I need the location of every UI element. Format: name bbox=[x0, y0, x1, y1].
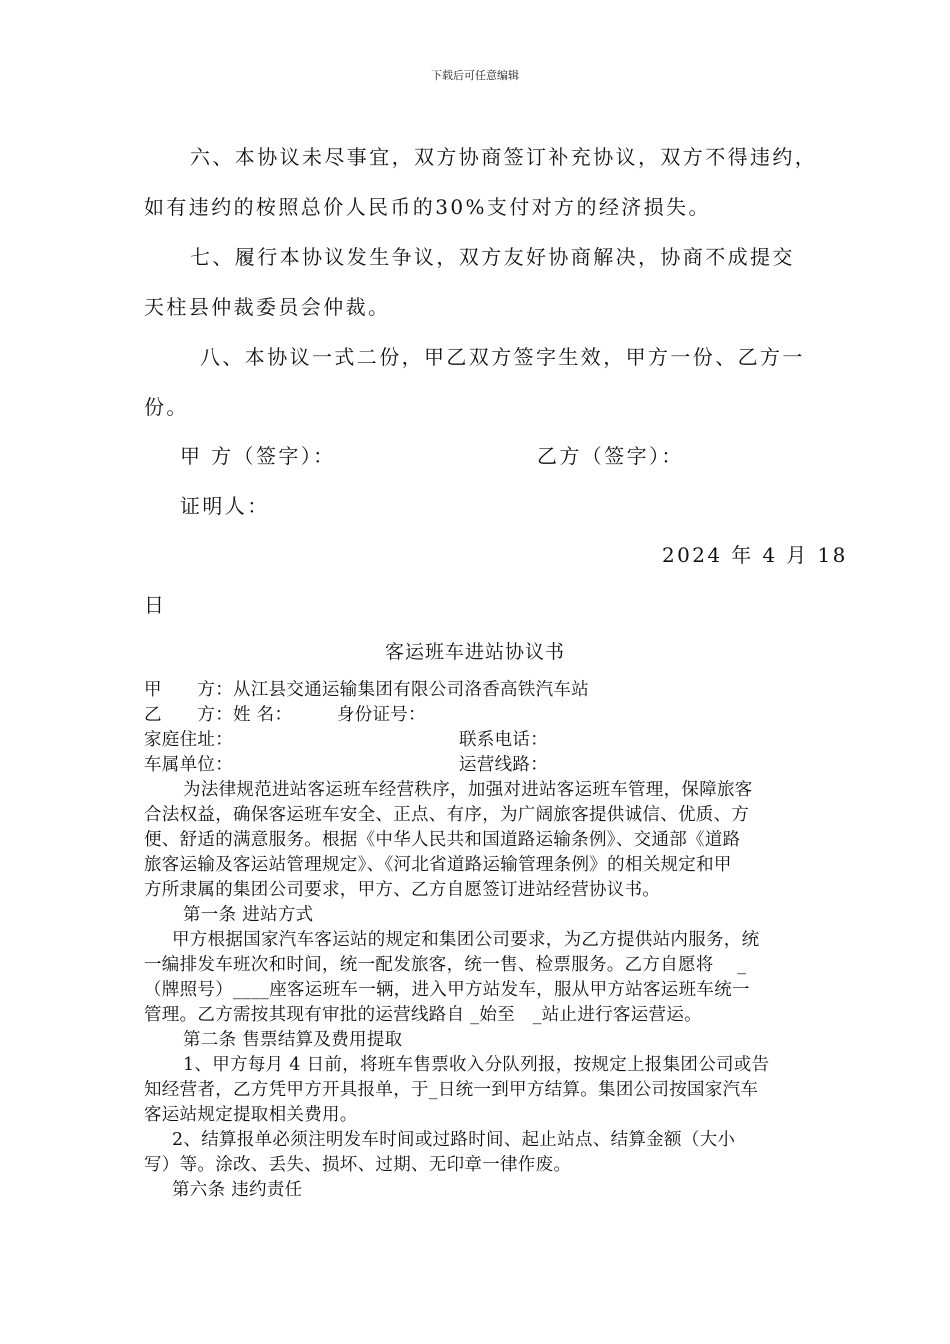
agreement-title: 客运班车进站协议书 bbox=[384, 641, 565, 663]
party-a-info: 甲 方：从江县交通运输集团有限公司洛香高铁汽车站 bbox=[144, 680, 589, 700]
article-2-item-1-line: 1、甲方每月 4 日前，将班车售票收入分队列报，按规定上报集团公司或告 bbox=[183, 1055, 770, 1075]
intro-line: 为法律规范进站客运班车经营秩序，加强对进站客运班车管理，保障旅客 bbox=[183, 780, 753, 800]
date-line-2: 日 bbox=[144, 593, 167, 617]
article-2-title: 第二条 售票结算及费用提取 bbox=[183, 1030, 403, 1050]
intro-line: 旅客运输及客运站管理规定》、《河北省道路运输管理条例》的相关规定和甲 bbox=[144, 855, 732, 875]
article-1-line: 甲方根据国家汽车客运站的规定和集团公司要求，为乙方提供站内服务，统 bbox=[172, 930, 760, 950]
party-a-signature: 甲 方（签字）： bbox=[180, 444, 336, 468]
article-1-line: （牌照号）____座客运班车一辆，进入甲方站发车，服从甲方站客运班车统一 bbox=[144, 980, 750, 1000]
article-2-item-1-line: 知经营者，乙方凭甲方开具报单，于_日统一到甲方结算。集团公司按国家汽车 bbox=[144, 1080, 759, 1100]
article-2-item-2-line: 2、结算报单必须注明发车时间或过路时间、起止站点、结算金额（大小 bbox=[172, 1130, 736, 1150]
vehicle-unit-label: 车属单位： bbox=[144, 755, 233, 775]
intro-line: 方所隶属的集团公司要求，甲方、乙方自愿签订进站经营协议书。 bbox=[144, 880, 661, 900]
home-address-label: 家庭住址： bbox=[144, 730, 233, 750]
party-b-signature: 乙方（签字）： bbox=[537, 444, 684, 468]
article-1-line: 管理。乙方需按其现有审批的运营线路自 _始至 _站止进行客运营运。 bbox=[144, 1005, 702, 1025]
page-header-note: 下载后可任意编辑 bbox=[431, 69, 519, 82]
date-line-1: 2024 年 4 月 18 bbox=[662, 543, 848, 567]
clause-7-line-1: 七、履行本协议发生争议，双方友好协商解决，协商不成提交 bbox=[190, 245, 795, 269]
phone-label: 联系电话： bbox=[459, 730, 548, 750]
clause-8-line-1: 八、本协议一式二份，甲乙双方签字生效，甲方一份、乙方一 bbox=[200, 345, 805, 369]
clause-8-line-2: 份。 bbox=[144, 395, 189, 419]
article-2-item-1-line: 客运站规定提取相关费用。 bbox=[144, 1105, 358, 1125]
clause-6-line-2: 如有违约的桉照总价人民币的30%支付对方的经济损失。 bbox=[144, 195, 711, 219]
clause-7-line-2: 天柱县仲裁委员会仲裁。 bbox=[144, 295, 391, 319]
intro-line: 便、舒适的满意服务。根据《中华人民共和国道路运输条例》、交通部《道路 bbox=[144, 830, 741, 850]
witness-label: 证明人： bbox=[180, 494, 270, 518]
clause-6-line-1: 六、本协议未尽事宜，双方协商签订补充协议，双方不得违约， bbox=[190, 145, 818, 169]
article-1-line: 一编排发车班次和时间，统一配发旅客，统一售、检票服务。乙方自愿将 _ bbox=[144, 955, 747, 975]
party-b-info: 乙 方：姓 名： 身份证号： bbox=[144, 705, 426, 725]
intro-line: 合法权益，确保客运班车安全、正点、有序，为广阔旅客提供诚信、优质、方 bbox=[144, 805, 750, 825]
article-6-title: 第六条 违约责任 bbox=[172, 1180, 303, 1200]
article-2-item-2-line: 写）等。涂改、丢失、损坏、过期、无印章一律作废。 bbox=[144, 1155, 572, 1175]
route-label: 运营线路： bbox=[459, 755, 548, 775]
article-1-title: 第一条 进站方式 bbox=[183, 905, 314, 925]
